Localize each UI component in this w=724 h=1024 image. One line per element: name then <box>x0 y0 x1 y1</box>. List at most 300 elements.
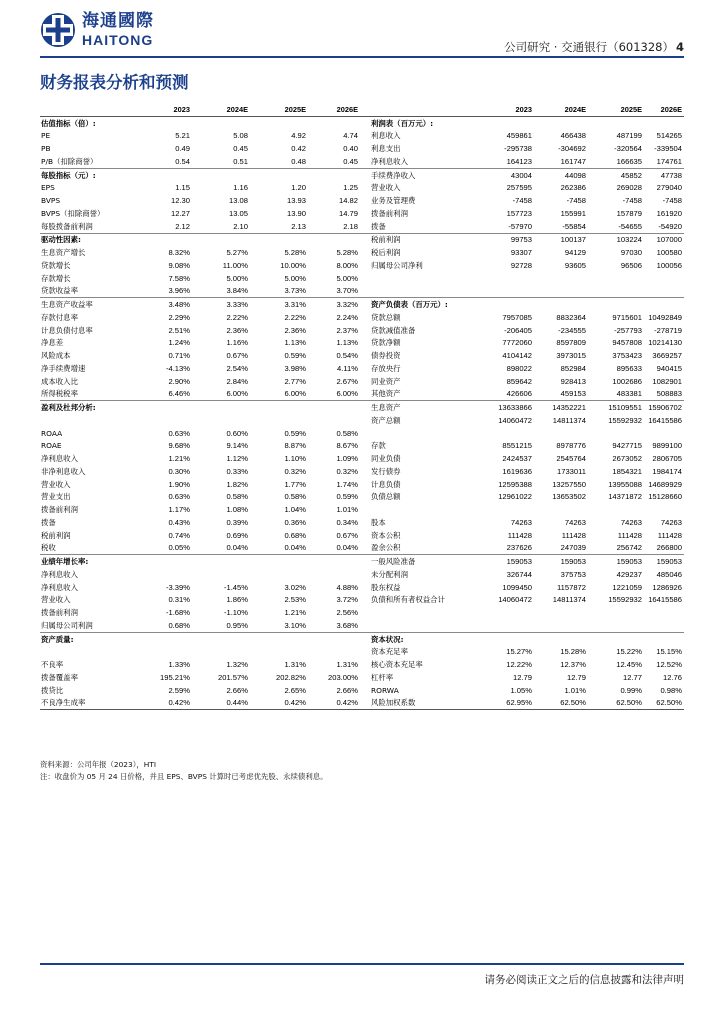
right-value-cell: 14689929 <box>648 479 682 489</box>
right-value-cell: 895633 <box>616 363 642 373</box>
left-value-cell: 195.21% <box>160 672 190 682</box>
column-gap <box>360 233 370 246</box>
right-empty-cell <box>588 503 644 516</box>
left-value-cell: 13.08 <box>228 196 248 206</box>
left-value-cell: 0.40 <box>343 144 358 154</box>
left-value-cell: 2.24% <box>336 312 358 322</box>
left-value-cell: 0.54% <box>336 351 358 361</box>
column-gap <box>360 194 370 207</box>
right-value-cell: 7957085 <box>502 312 532 322</box>
left-row-label: 存款增长 <box>41 273 71 283</box>
right-row-label: 税前利润 <box>370 233 478 246</box>
right-value-cell: 1984174 <box>652 466 682 476</box>
left-value-cell: 5.00% <box>336 273 358 283</box>
column-gap <box>360 568 370 581</box>
right-value-cell: 45852 <box>588 168 644 181</box>
right-value-cell: 12.52% <box>656 660 682 670</box>
right-row-label: 拨备 <box>371 221 386 231</box>
right-row-label: 股本 <box>371 517 386 527</box>
left-value-cell: 5.28% <box>336 248 358 258</box>
right-empty-cell <box>588 285 644 298</box>
left-value-cell: 1.01% <box>336 505 358 515</box>
left-value-cell: 1.77% <box>284 479 306 489</box>
right-row-label: 归属母公司净利 <box>371 260 423 270</box>
left-empty-cell <box>308 646 360 659</box>
right-row-label: 生息资产 <box>370 401 478 414</box>
left-value-cell: 0.59% <box>336 492 358 502</box>
left-empty-cell <box>250 646 308 659</box>
left-row-label: ROAA <box>41 428 63 438</box>
right-row-label: 核心资本充足率 <box>371 660 423 670</box>
right-value-cell: 9457808 <box>612 338 642 348</box>
left-value-cell: 1.16% <box>226 338 248 348</box>
left-value-cell: 0.34% <box>336 517 358 527</box>
left-value-cell: 202.82% <box>276 672 306 682</box>
right-value-cell: -7458 <box>512 196 532 206</box>
left-row-label: 拨备覆盖率 <box>41 672 78 682</box>
left-value-cell: 1.15 <box>175 183 190 193</box>
table-row <box>40 194 684 207</box>
right-value-cell: 247039 <box>560 543 586 553</box>
left-value-cell: 0.36% <box>284 517 306 527</box>
header-divider <box>40 56 684 58</box>
right-row-label: 负债和所有者权益合计 <box>371 595 445 605</box>
footnote: 注：收盘价为 05 月 24 日价格，并且 EPS、BVPS 计算时已考虑优先股、永续债利息。 <box>40 772 328 781</box>
right-value-cell: 74263 <box>660 517 682 527</box>
right-value-cell: 12.76 <box>662 672 682 682</box>
column-gap <box>360 658 370 671</box>
left-value-cell: 2.84% <box>226 376 248 386</box>
right-value-cell: 266800 <box>656 543 682 553</box>
right-value-cell: 1619636 <box>502 466 532 476</box>
table-row <box>40 155 684 168</box>
right-value-cell: 107000 <box>644 233 684 246</box>
right-value-cell: -7458 <box>566 196 586 206</box>
left-value-cell: 3.98% <box>284 363 306 373</box>
right-value-cell: 161920 <box>656 208 682 218</box>
left-value-cell: 13.05 <box>228 208 248 218</box>
left-value-cell: 2.22% <box>284 312 306 322</box>
right-row-label: 贷款净额 <box>371 338 401 348</box>
left-value-cell: 3.31% <box>250 298 308 311</box>
right-empty-cell <box>478 619 534 632</box>
right-value-cell: -206405 <box>504 325 532 335</box>
right-empty-cell <box>588 619 644 632</box>
right-value-cell: 111428 <box>617 530 642 540</box>
left-row-label: ROAE <box>41 441 62 451</box>
right-row-label: 其他资产 <box>371 389 401 399</box>
right-empty-cell <box>644 427 684 440</box>
left-value-cell: 12.30 <box>170 196 190 206</box>
table-row <box>40 220 684 233</box>
left-empty-cell <box>250 568 308 581</box>
left-value-cell: 0.45 <box>233 144 248 154</box>
left-row-label: 营业支出 <box>41 492 71 502</box>
table-row <box>40 646 684 659</box>
right-row-label: 同业资产 <box>371 376 401 386</box>
left-row-label: 计息负债付息率 <box>41 325 93 335</box>
right-value-cell: 15128660 <box>648 492 682 502</box>
table-row <box>40 581 684 594</box>
table-row <box>40 388 684 401</box>
left-value-cell: 0.05% <box>168 543 190 553</box>
right-empty-cell <box>478 272 534 285</box>
column-gap <box>360 116 370 129</box>
right-value-cell: 237626 <box>506 543 532 553</box>
left-value-cell: 2.66% <box>226 685 248 695</box>
column-gap <box>360 542 370 555</box>
right-value-cell: 93307 <box>510 248 532 258</box>
column-gap <box>360 375 370 388</box>
right-empty-cell <box>370 272 478 285</box>
right-empty-cell <box>588 272 644 285</box>
right-value-cell: 940415 <box>656 363 682 373</box>
left-row-label: 税收 <box>41 543 56 553</box>
table-row <box>40 465 684 478</box>
left-empty-cell <box>192 414 250 427</box>
right-year-header: 2023 <box>478 103 534 116</box>
table-row <box>40 671 684 684</box>
left-row-label: 净利息收入 <box>41 569 78 579</box>
right-value-cell: 1.01% <box>564 685 586 695</box>
right-row-label: 利息支出 <box>371 144 401 154</box>
left-value-cell: 8.32% <box>168 248 190 258</box>
right-row-label: 一般风险准备 <box>370 555 478 568</box>
right-value-cell: 92728 <box>510 260 532 270</box>
left-value-cell: 1.08% <box>226 505 248 515</box>
right-empty-cell <box>370 619 478 632</box>
right-value-cell: -54655 <box>618 221 642 231</box>
left-value-cell: 14.82 <box>338 196 358 206</box>
right-value-cell: -234555 <box>558 325 586 335</box>
right-value-cell: 485046 <box>656 569 682 579</box>
right-value-cell: 426606 <box>506 389 532 399</box>
right-row-label: 未分配利润 <box>371 569 408 579</box>
right-value-cell: 12.79 <box>566 672 586 682</box>
right-value-cell: 12.22% <box>506 660 532 670</box>
left-value-cell: 5.28% <box>284 248 306 258</box>
left-value-cell: 0.67% <box>336 530 358 540</box>
right-value-cell: -57970 <box>508 221 532 231</box>
left-value-cell: 0.42% <box>250 697 308 710</box>
right-value-cell: 93605 <box>564 260 586 270</box>
right-value-cell: 9427715 <box>612 441 642 451</box>
left-value-cell: 2.54% <box>226 363 248 373</box>
right-empty-cell <box>588 606 644 619</box>
table-row <box>40 130 684 143</box>
right-row-label: 杠杆率 <box>371 672 394 682</box>
right-empty-cell <box>478 427 534 440</box>
right-value-cell: 3669257 <box>652 351 682 361</box>
right-value-cell: 15.15% <box>656 647 682 657</box>
column-gap <box>360 388 370 401</box>
left-value-cell: 0.58% <box>336 428 358 438</box>
left-value-cell: 3.33% <box>192 298 250 311</box>
left-value-cell: 0.32% <box>336 466 358 476</box>
left-section-heading: 驱动性因素: <box>40 233 360 246</box>
left-value-cell: 0.68% <box>168 620 190 630</box>
left-value-cell: 0.67% <box>226 351 248 361</box>
right-value-cell: 1.05% <box>510 685 532 695</box>
left-value-cell: 0.32% <box>284 466 306 476</box>
right-value-cell: -304692 <box>558 144 586 154</box>
left-value-cell: 1.32% <box>226 660 248 670</box>
left-row-label: P/B（扣除商誉） <box>41 156 98 166</box>
right-value-cell: 164123 <box>506 156 532 166</box>
right-value-cell: 9899100 <box>652 441 682 451</box>
right-value-cell: 12961022 <box>498 492 532 502</box>
column-gap <box>360 632 370 645</box>
right-empty-cell <box>644 285 684 298</box>
column-gap <box>360 155 370 168</box>
table-row <box>40 529 684 542</box>
right-value-cell: 12.45% <box>616 660 642 670</box>
left-header-blank <box>40 103 142 116</box>
column-gap <box>360 220 370 233</box>
left-row-label: PE <box>41 131 51 141</box>
right-value-cell: 155991 <box>560 208 586 218</box>
table-notes <box>40 759 328 783</box>
right-value-cell: 262386 <box>560 183 586 193</box>
column-gap <box>360 401 370 414</box>
left-row-label: 成本收入比 <box>41 376 78 386</box>
table-row <box>40 103 684 116</box>
table-row <box>40 246 684 259</box>
table-row <box>40 259 684 272</box>
right-row-label: 存款 <box>371 441 386 451</box>
left-value-cell: 0.71% <box>168 351 190 361</box>
left-value-cell: 1.31% <box>336 660 358 670</box>
right-value-cell: 15.22% <box>616 647 642 657</box>
left-value-cell: 8.67% <box>336 441 358 451</box>
left-row-label: BVPS <box>41 196 61 206</box>
right-row-label: 发行债券 <box>371 466 401 476</box>
table-row <box>40 606 684 619</box>
haitong-logo <box>40 10 154 50</box>
left-row-label: 税前利润 <box>41 530 71 540</box>
left-value-cell: 6.00% <box>336 389 358 399</box>
right-row-label: 风险加权系数 <box>370 697 478 710</box>
table-row <box>40 440 684 453</box>
column-gap <box>360 491 370 504</box>
right-row-label: 资产总额 <box>371 415 401 425</box>
left-value-cell: 2.53% <box>284 595 306 605</box>
right-value-cell: 459861 <box>506 131 532 141</box>
table-row <box>40 362 684 375</box>
left-row-label: 生息资产收益率 <box>40 298 142 311</box>
right-value-cell: -55854 <box>562 221 586 231</box>
left-value-cell: 0.48 <box>291 156 306 166</box>
left-value-cell: 5.27% <box>226 248 248 258</box>
right-empty-cell <box>644 619 684 632</box>
right-value-cell: 1286926 <box>652 582 682 592</box>
right-value-cell: -257793 <box>614 325 642 335</box>
right-value-cell: 62.50% <box>644 697 684 710</box>
left-value-cell: 1.25 <box>343 183 358 193</box>
right-value-cell: 257595 <box>506 183 532 193</box>
right-value-cell: 100056 <box>656 260 682 270</box>
right-empty-cell <box>478 503 534 516</box>
left-value-cell: 4.92 <box>291 131 306 141</box>
right-value-cell: 14811374 <box>552 415 586 425</box>
left-row-label: EPS <box>41 183 55 193</box>
right-value-cell: 47738 <box>644 168 684 181</box>
left-empty-cell <box>40 646 142 659</box>
left-row-label: 生息资产增长 <box>41 248 86 258</box>
right-empty-cell <box>534 427 588 440</box>
column-gap <box>360 619 370 632</box>
page-title: 财务报表分析和预测 <box>40 73 189 92</box>
right-value-cell: -339504 <box>654 144 682 154</box>
right-value-cell: 159053 <box>478 555 534 568</box>
left-value-cell: 0.31% <box>168 595 190 605</box>
right-value-cell: 8832364 <box>556 312 586 322</box>
left-value-cell: 9.14% <box>226 441 248 451</box>
right-value-cell: 8551215 <box>502 441 532 451</box>
right-value-cell: 1733011 <box>557 466 586 476</box>
left-value-cell: 0.49 <box>175 144 190 154</box>
left-value-cell: 2.18 <box>343 221 358 231</box>
right-row-label: 盈余公积 <box>371 543 401 553</box>
left-row-label: 贷款收益率 <box>41 286 78 296</box>
left-value-cell: 2.29% <box>168 312 190 322</box>
left-value-cell: -1.68% <box>165 608 190 618</box>
column-gap <box>360 349 370 362</box>
table-row <box>40 401 684 414</box>
left-empty-cell <box>308 414 360 427</box>
right-value-cell: 12.37% <box>560 660 586 670</box>
left-value-cell: -1.10% <box>223 608 248 618</box>
right-value-cell: 159053 <box>534 555 588 568</box>
right-value-cell: 2806705 <box>652 454 682 464</box>
table-row <box>40 427 684 440</box>
left-value-cell: 14.79 <box>338 208 358 218</box>
left-empty-cell <box>142 568 192 581</box>
left-value-cell: 11.00% <box>222 260 248 270</box>
column-gap <box>360 581 370 594</box>
right-value-cell: 74263 <box>564 517 586 527</box>
right-value-cell: 111428 <box>657 530 682 540</box>
right-empty-cell <box>534 503 588 516</box>
right-value-cell: 15906702 <box>644 401 684 414</box>
right-value-cell: 10214130 <box>648 338 682 348</box>
right-value-cell: -7458 <box>622 196 642 206</box>
right-value-cell: 44098 <box>534 168 588 181</box>
left-section-heading: 资产质量: <box>40 632 360 645</box>
right-value-cell: 326744 <box>506 569 532 579</box>
right-row-label: 业务及管理费 <box>371 196 416 206</box>
left-value-cell: 8.00% <box>336 260 358 270</box>
left-year-header: 2026E <box>308 103 360 116</box>
table-row <box>40 684 684 697</box>
left-value-cell: -1.45% <box>223 582 248 592</box>
right-value-cell: 62.50% <box>588 697 644 710</box>
left-value-cell: 2.51% <box>168 325 190 335</box>
right-value-cell: 15109551 <box>588 401 644 414</box>
right-value-cell: 111428 <box>507 530 532 540</box>
left-empty-cell <box>142 414 192 427</box>
right-value-cell: 3973015 <box>556 351 586 361</box>
right-value-cell: 14352221 <box>534 401 588 414</box>
table-row <box>40 142 684 155</box>
table-row <box>40 285 684 298</box>
right-row-label: 手续费净收入 <box>370 168 478 181</box>
table-row <box>40 349 684 362</box>
table-row <box>40 658 684 671</box>
right-value-cell: -295738 <box>504 144 532 154</box>
right-value-cell: 13257550 <box>552 479 586 489</box>
left-row-label: 拨贷比 <box>41 685 64 695</box>
right-value-cell: 2545764 <box>556 454 586 464</box>
table-row <box>40 542 684 555</box>
right-value-cell: 2424537 <box>502 454 532 464</box>
right-value-cell: 9715601 <box>612 312 642 322</box>
column-gap <box>360 606 370 619</box>
left-value-cell: 0.45 <box>343 156 358 166</box>
left-value-cell: 0.42 <box>291 144 306 154</box>
left-value-cell: 2.36% <box>226 325 248 335</box>
left-row-label: 归属母公司利润 <box>41 620 93 630</box>
left-value-cell: 1.21% <box>284 608 306 618</box>
left-year-header: 2025E <box>250 103 308 116</box>
right-value-cell: 159053 <box>588 555 644 568</box>
left-value-cell: 1.13% <box>336 338 358 348</box>
table-row <box>40 182 684 195</box>
left-row-label: 净手续费增速 <box>41 363 86 373</box>
right-year-header: 2026E <box>644 103 684 116</box>
right-value-cell: 103224 <box>588 233 644 246</box>
left-row-label: 风险成本 <box>41 351 71 361</box>
right-value-cell: 74263 <box>510 517 532 527</box>
left-value-cell: 0.58% <box>284 492 306 502</box>
right-value-cell: 111428 <box>561 530 586 540</box>
right-value-cell: 859642 <box>506 376 532 386</box>
right-value-cell: 12.79 <box>512 672 532 682</box>
right-value-cell: 1854321 <box>612 466 642 476</box>
left-empty-cell <box>40 414 142 427</box>
left-value-cell: 1.82% <box>226 479 248 489</box>
right-row-label: 拨备前利润 <box>371 208 408 218</box>
left-value-cell: 6.46% <box>168 389 190 399</box>
column-gap <box>360 337 370 350</box>
right-value-cell: 375753 <box>560 569 586 579</box>
right-value-cell: 0.98% <box>660 685 682 695</box>
left-value-cell: 0.59% <box>284 351 306 361</box>
right-row-label: 股东权益 <box>371 582 401 592</box>
report-label: 公司研究 · 交通银行（601328） <box>504 40 674 54</box>
right-section-heading: 资本状况: <box>370 632 684 645</box>
right-row-label: 资本公积 <box>371 530 401 540</box>
right-value-cell: 14811374 <box>552 595 586 605</box>
right-value-cell: 15.28% <box>560 647 586 657</box>
column-gap <box>360 311 370 324</box>
left-value-cell: 1.24% <box>168 338 190 348</box>
right-value-cell: 1082901 <box>652 376 682 386</box>
right-value-cell: 429237 <box>616 569 642 579</box>
table-row <box>40 478 684 491</box>
left-row-label: 净利息收入 <box>41 582 78 592</box>
left-value-cell: 1.74% <box>336 479 358 489</box>
left-value-cell: 4.74 <box>343 131 358 141</box>
left-value-cell: 1.09% <box>336 454 358 464</box>
column-gap <box>360 529 370 542</box>
right-value-cell: 8978776 <box>556 441 586 451</box>
left-value-cell: 2.67% <box>336 376 358 386</box>
right-value-cell: 483381 <box>616 389 642 399</box>
left-value-cell: 2.37% <box>336 325 358 335</box>
page-number: 4 <box>675 40 684 54</box>
left-value-cell: 5.08 <box>233 131 248 141</box>
